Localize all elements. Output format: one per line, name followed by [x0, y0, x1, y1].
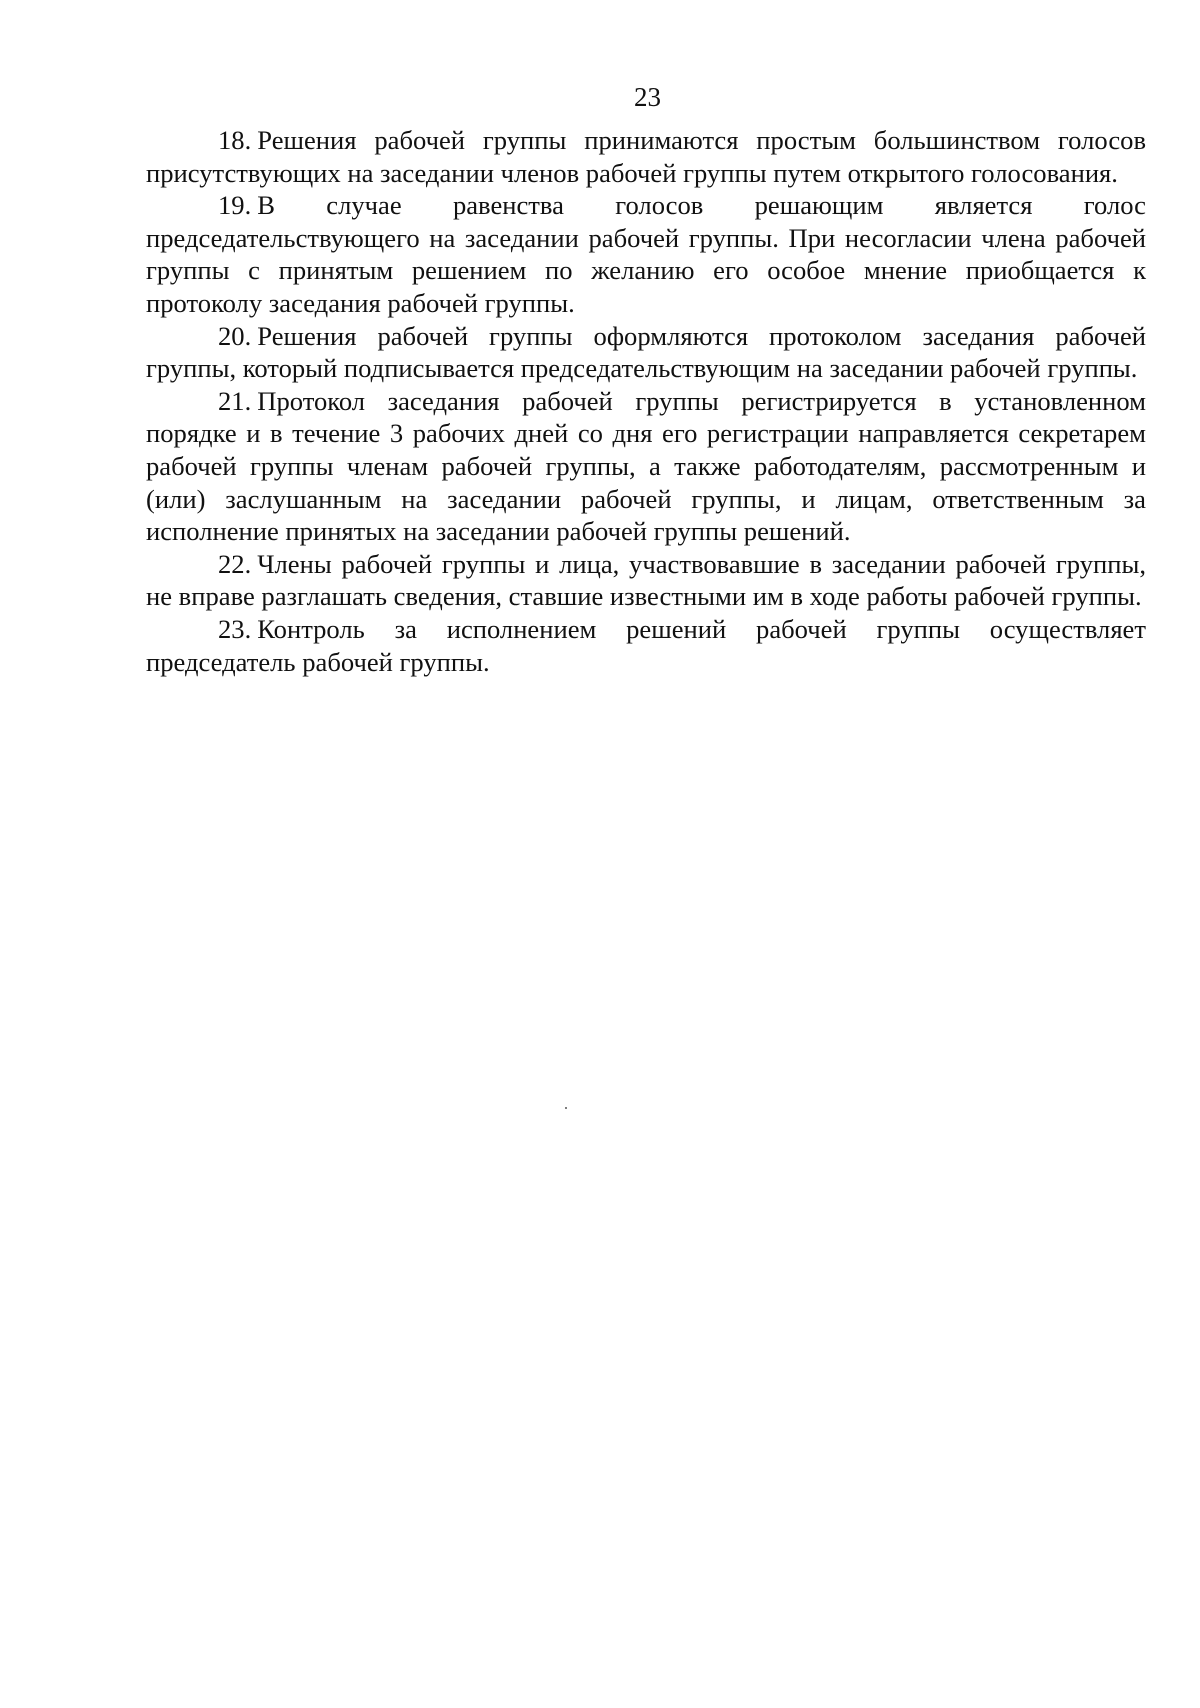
paragraph-text: Контроль за исполнением решений рабочей группы осуществляет председатель рабочей группы. [146, 613, 1146, 677]
paragraph-20 [146, 320, 1146, 385]
scan-speck [565, 1107, 567, 1109]
paragraph-number: 20. [218, 320, 252, 351]
paragraph-text: Протокол заседания рабочей группы регистрируется в установленном порядке и в течение 3 рабочих дней со дня его регистрации направляется секретарем рабочей группы членам рабочей группы, а также работодателям, рассмотренным и (или) заслушанным на заседании рабочей группы, и лицам, ответственным за исполнение принятых на заседании рабочей группы решений. [146, 385, 1146, 547]
paragraph-text: Решения рабочей группы принимаются простым большинством голосов присутствующих на заседании членов рабочей группы путем открытого голосования. [146, 125, 1146, 188]
paragraph-text: Члены рабочей группы и лица, участвовавшие в заседании рабочей группы, не вправе разглашать сведения, ставшие известными им в ходе работы рабочей группы. [146, 548, 1146, 612]
paragraph-number: 23. [218, 613, 252, 644]
paragraph-18 [146, 124, 1146, 189]
paragraph-number: 18. [218, 125, 252, 155]
paragraph-21 [146, 385, 1146, 548]
paragraph-text: Решения рабочей группы оформляются протоколом заседания рабочей группы, который подписывается председательствующим на заседании рабочей группы. [146, 320, 1146, 384]
paragraph-number: 21. [218, 385, 252, 416]
paragraph-number: 19. [218, 190, 252, 221]
paragraph-text: В случае равенства голосов решающим является голос председательствующего на заседании рабочей группы. При несогласии члена рабочей группы с принятым решением по желанию его особое мнение приобщается к протоколу заседания рабочей группы. [146, 190, 1146, 318]
paragraph-23 [146, 613, 1146, 678]
paragraph-19 [146, 189, 1146, 319]
paragraph-22 [146, 548, 1146, 613]
paragraph-number: 22. [218, 548, 252, 579]
page-number: 23 [634, 82, 661, 112]
document-body [146, 124, 1146, 678]
